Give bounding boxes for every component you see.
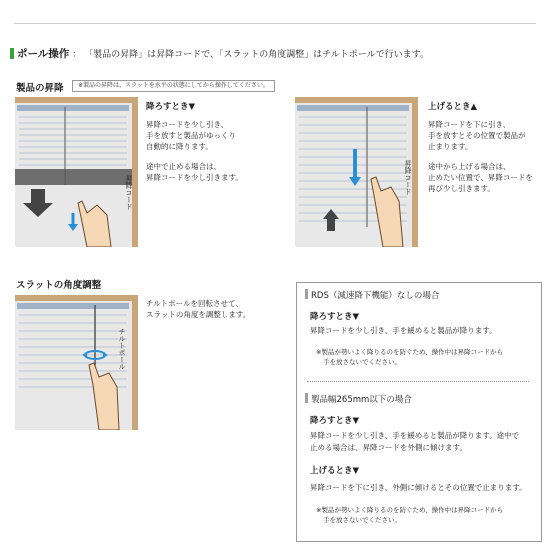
header-colon: ： [72,50,82,60]
rds-title [305,289,439,302]
width-title [305,393,412,406]
raising-illustration [295,97,418,247]
tilt-text-2: スラットの角度を調整します。 [146,310,251,319]
rds-title-text: RDS（減速降下機能）なしの場合 [311,291,440,301]
rds-title-bar-icon [305,289,308,299]
page-header [10,48,429,61]
rds-note-1: ※製品が勢いよく降りるのを防ぐため、操作中は昇降コードから [316,348,504,356]
width-down-title: 降ろすとき▼ [310,416,360,426]
lift-cord-label-1: 昇降コード [125,175,133,210]
width-down-text-1: 昇降コードを少し引き、手を緩めると製品が降ります。途中で [310,431,520,440]
lowering-illustration [15,97,138,247]
width-down-text-2: 止める場合は、昇降コードを外側に傾けます。 [310,443,467,452]
raise-stop-3: 再び少し引きます。 [428,184,495,193]
lift-note: ※製品の昇降は、スラットを水平の状態にしてから操作してください。 [72,80,275,92]
lower-stop-2: 昇降コードを少し引きます。 [146,173,243,182]
lower-title: 降ろすとき▼ [146,102,196,112]
tilt-section-title: スラットの角度調整 [16,280,102,291]
header-bar-icon [10,48,14,59]
width-up-text: 昇降コードを下に引き、外側に傾けるとその位置で止まります。 [310,483,527,492]
width-note-2: 手を放さないでください。 [323,516,401,524]
lower-stop-1: 途中で止める場合は、 [146,162,221,171]
tilt-text-1: チルトポールを回転させて、 [146,299,243,308]
lower-text-3: 自動的に降ります。 [146,142,213,151]
raise-text-3: 止まります。 [428,142,473,151]
raise-stop-1: 途中から上げる場合は、 [428,162,511,171]
raise-title: 上げるとき▲ [428,102,478,112]
rds-down-text: 昇降コードを少し引き、手を緩めると製品が降ります。 [310,326,497,335]
lift-cord-label-2: 昇降コード [404,160,412,195]
rds-note-2: 手を放さないでください。 [323,358,401,366]
raise-text-2: 手を放すとその位置で製品が [428,131,526,140]
raise-stop-2: 止めたい位置で、昇降コードを [428,173,533,182]
width-note-1: ※製品が勢いよく降りるのを防ぐため、操作中は昇降コードから [316,506,504,514]
header-title: ポール操作 [17,48,70,60]
rds-down-title: 降ろすとき▼ [310,312,360,322]
tilt-pole-label: チルトポール [118,328,126,370]
raise-text-1: 昇降コードを下に引き、 [428,120,511,129]
top-divider [14,23,536,24]
width-up-title: 上げるとき▼ [310,466,360,476]
width-title-bar-icon [305,393,308,403]
width-title-text: 製品幅265mm以下の場合 [311,395,412,405]
lift-section-title: 製品の昇降 [16,83,64,94]
panel-divider [307,381,529,382]
lower-text-2: 手を放すと製品がゆっくり [146,131,236,140]
lower-text-1: 昇降コードを少し引き、 [146,120,229,129]
header-description: 「製品の昇降」は昇降コードで、「スラットの角度調整」はチルトポールで行います。 [84,50,429,60]
